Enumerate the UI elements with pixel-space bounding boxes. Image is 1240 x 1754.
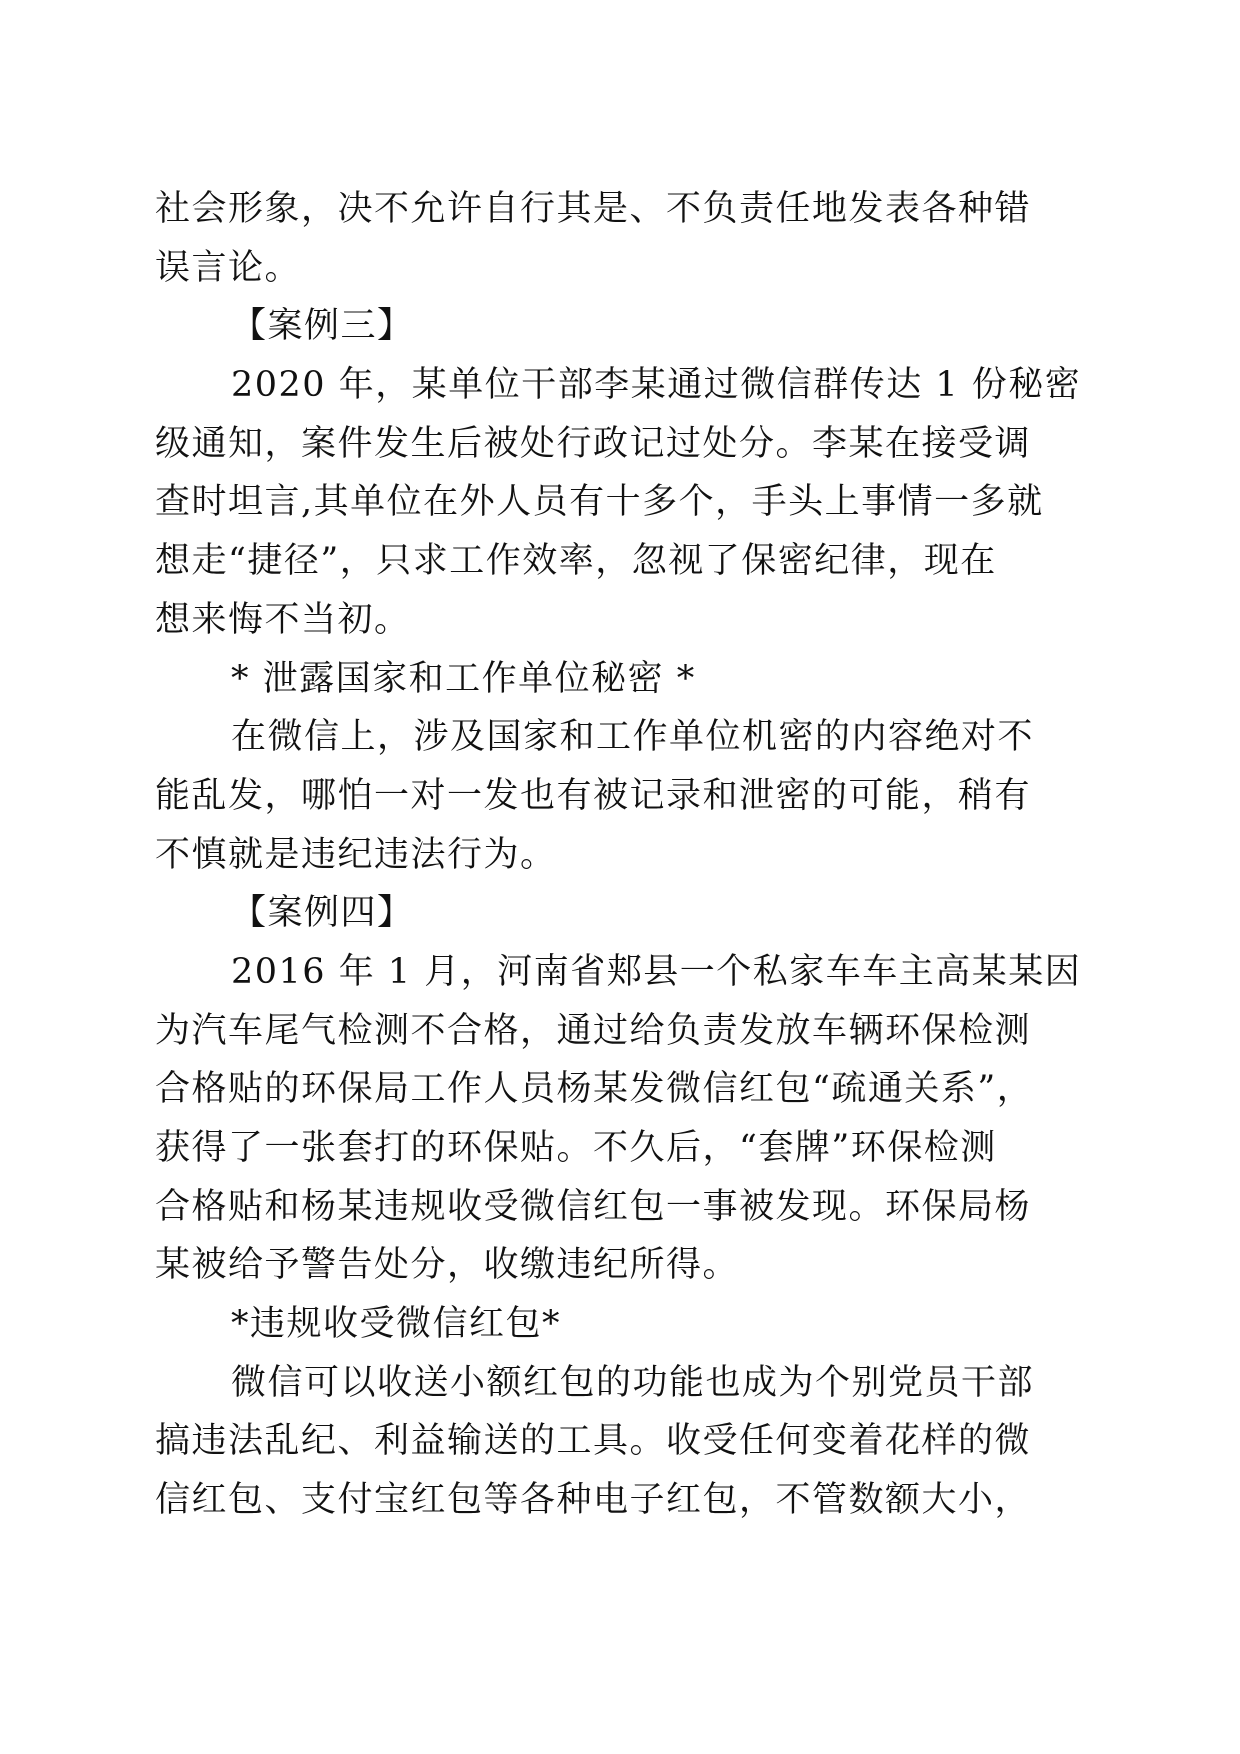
text-line: 合格贴和杨某违规收受微信红包一事被发现。环保局杨: [155, 1186, 1032, 1227]
text-line: 信红包、支付宝红包等各种电子红包，不管数额大小，: [155, 1480, 1032, 1521]
text-line: 级通知，案件发生后被处行政记过处分。李某在接受调: [155, 423, 1032, 464]
text-line: 在微信上，涉及国家和工作单位机密的内容绝对不: [231, 717, 1035, 758]
text-line: 某被给予警告处分，收缴违纪所得。: [155, 1245, 740, 1286]
text-line: 想走“捷径”，只求工作效率，忽视了保密纪律，现在: [155, 541, 997, 582]
text-line: 2020 年，某单位干部李某通过微信群传达 1 份秘密: [231, 365, 1082, 406]
text-line: 【案例四】: [231, 893, 414, 934]
text-line: 社会形象，决不允许自行其是、不负责任地发表各种错: [155, 189, 1032, 229]
document-body: [155, 180, 1115, 1530]
text-line: 误言论。: [155, 247, 302, 288]
text-line: 能乱发，哪怕一对一发也有被记录和泄密的可能，稍有: [155, 775, 1032, 816]
text-line: 想来悔不当初。: [155, 599, 411, 640]
text-line: 为汽车尾气检测不合格，通过给负责发放车辆环保检测: [155, 1010, 1032, 1051]
text-line: 搞违法乱纪、利益输送的工具。收受任何变着花样的微: [155, 1421, 1032, 1462]
text-line: 合格贴的环保局工作人员杨某发微信红包“疏通关系”，: [155, 1069, 1034, 1110]
text-line: 微信可以收送小额红包的功能也成为个别党员干部: [231, 1362, 1035, 1403]
text-line: 2016 年 1 月，河南省郏县一个私家车车主高某某因: [231, 951, 1082, 992]
text-line: 不慎就是违纪违法行为。: [155, 834, 557, 875]
text-line: * 泄露国家和工作单位秘密 *: [231, 658, 696, 699]
text-line: 获得了一张套打的环保贴。不久后，“套牌”环保检测: [155, 1128, 997, 1168]
text-line: 【案例三】: [231, 306, 414, 347]
text-line: *违规收受微信红包*: [231, 1304, 562, 1345]
text-line: 查时坦言,其单位在外人员有十多个，手头上事情一多就: [155, 482, 1044, 523]
